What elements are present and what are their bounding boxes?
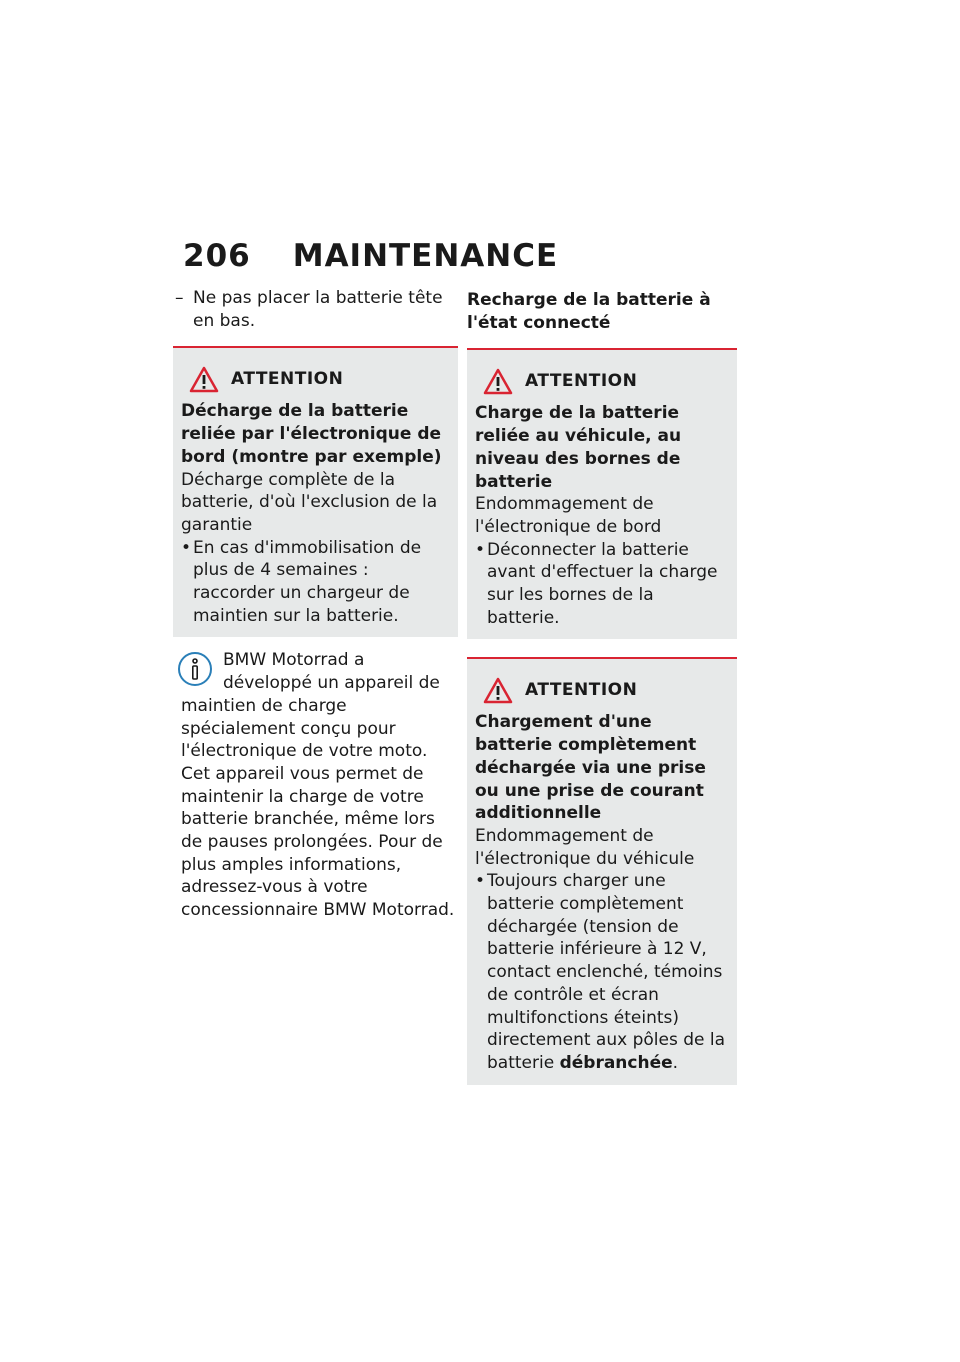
warning-body: Décharge complète de la batterie, d'où l'exclusion de la garantie <box>181 469 438 535</box>
warning-subtitle: Charge de la batterie reliée au véhicule, au niveau des bornes de batterie <box>475 403 682 492</box>
warning-header <box>475 675 729 705</box>
warning-box <box>467 348 737 639</box>
warning-box <box>173 346 458 637</box>
warning-body: Endommagement de l'électronique du véhicule <box>475 825 695 869</box>
warning-triangle-icon <box>189 366 219 393</box>
warning-header <box>181 364 450 394</box>
warning-title: ATTENTION <box>525 680 638 701</box>
bullet-end: . <box>672 1052 679 1073</box>
page-number: 206 <box>183 238 251 274</box>
dash-list-item: – Ne pas placer la batterie tête en bas. <box>175 287 458 332</box>
warning-bullet: • Déconnecter la batterie avant d'effectuer la charge sur les bornes de la batterie. <box>475 539 729 630</box>
page-header <box>183 238 558 274</box>
info-icon <box>177 651 213 687</box>
warning-header <box>475 366 729 396</box>
warning-title: ATTENTION <box>525 371 638 392</box>
left-column <box>173 287 458 922</box>
warning-title: ATTENTION <box>231 369 344 390</box>
info-text: BMW Motorrad a développé un appareil de maintien de charge spécialement conçu pour l'électronique de votre moto. Cet appareil vous permet de maintenir la charge de votre batterie branchée, même lors de pauses prolongées. Pour de plus amples informations, adressez-vous à votre concessionnaire BMW Motorrad. <box>181 650 455 921</box>
warning-triangle-icon <box>483 677 513 704</box>
warning-bullet: • En cas d'immobilisation de plus de 4 semaines : raccorder un chargeur de maintien sur la batterie. <box>181 537 450 628</box>
warning-body: Endommagement de l'électronique de bord <box>475 494 662 537</box>
warning-subtitle: Décharge de la batterie reliée par l'électronique de bord (montre par exemple) <box>181 401 442 467</box>
bullet-bold-text: débranchée <box>559 1052 673 1073</box>
warning-subtitle: Chargement d'une batterie complètement déchargée via une prise ou une prise de courant additionnelle <box>475 712 706 824</box>
section-heading: Recharge de la batterie à l'état connecté <box>467 290 711 333</box>
warning-box <box>467 657 737 1084</box>
info-note <box>173 649 458 921</box>
right-column <box>467 289 737 1085</box>
bullet-text: Toujours charger une batterie complètement déchargée (tension de batterie inférieure à 12 V, contact enclenché, témoins de contrôle et écran multifonctions éteints) directement aux pôles de la batterie <box>487 871 726 1073</box>
section-title: MAINTENANCE <box>292 238 559 274</box>
warning-triangle-icon <box>483 368 513 395</box>
warning-bullet <box>475 870 729 1074</box>
